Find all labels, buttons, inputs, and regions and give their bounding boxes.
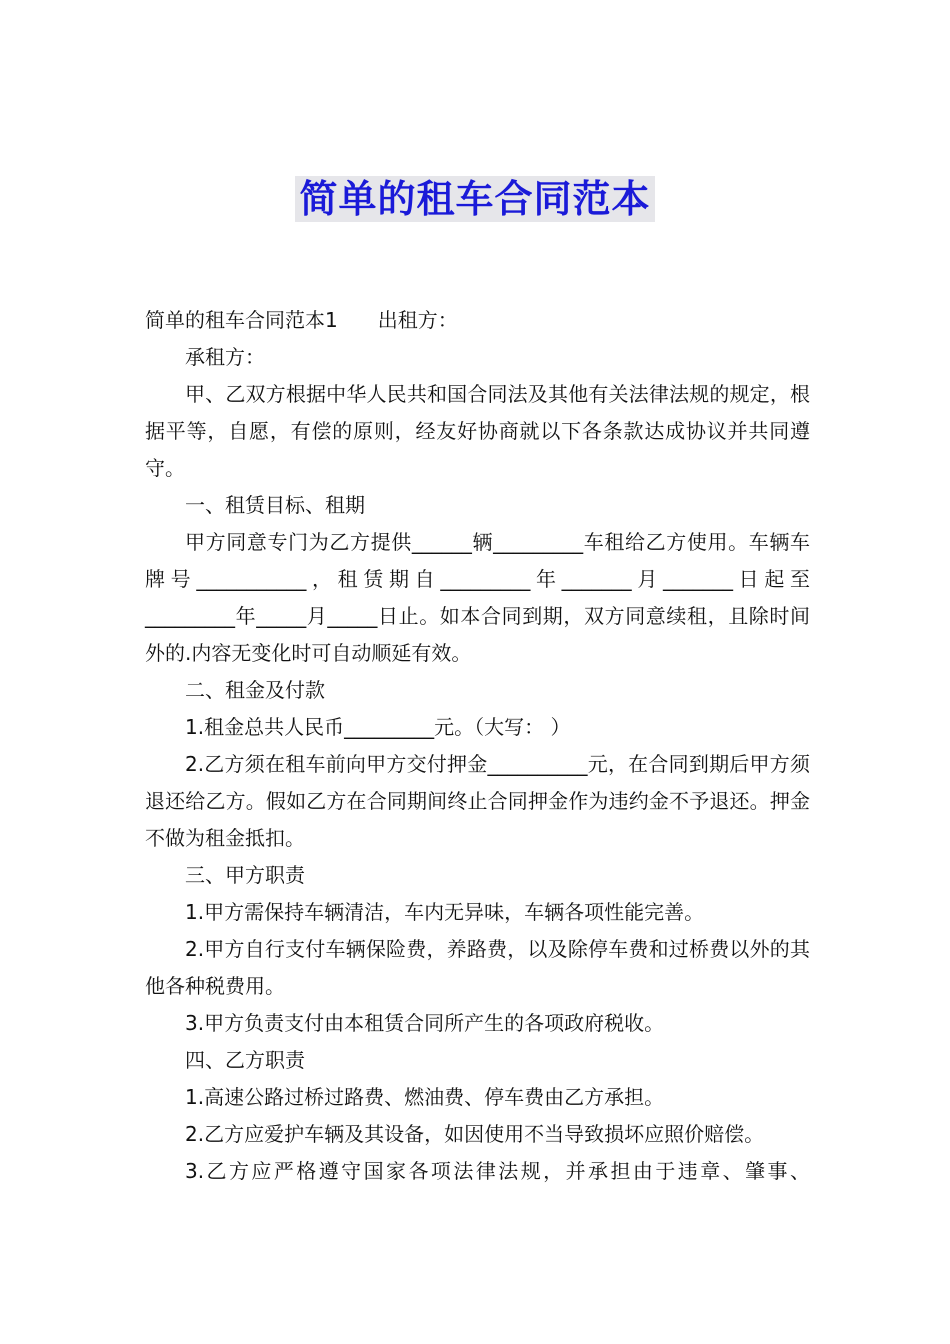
- section-heading-4: 四、乙方职责: [185, 1048, 305, 1072]
- lessee-label: 承租方：: [185, 345, 265, 369]
- contract-number-label: 简单的租车合同范本1: [145, 308, 338, 332]
- paragraph-lessor-duty-1: 1.甲方需保持车辆清洁，车内无异味，车辆各项性能完善。: [185, 900, 705, 924]
- paragraph-heading-line: [145, 302, 810, 339]
- section-heading-3: 三、甲方职责: [185, 863, 305, 887]
- section-heading-1: 一、租赁目标、租期: [185, 493, 365, 517]
- paragraph-lease-term: 甲方同意专门为乙方提供______辆_________车租给乙方使用。车辆车牌号___________，租赁期自_________年_______月_______日起至_________年_____月_____日止。如本合同到期，双方同意续租，且除时间外的.内容无变化时可自动顺延有效。: [145, 530, 810, 665]
- paragraph-preamble: 甲、乙双方根据中华人民共和国合同法及其他有关法律法规的规定，根据平等，自愿，有偿的原则，经友好协商就以下各条款达成协议并共同遵守。: [145, 382, 810, 480]
- section-heading-2: 二、租金及付款: [185, 678, 325, 702]
- paragraph-lessee-duty-2: 2.乙方应爱护车辆及其设备，如因使用不当导致损坏应照价赔偿。: [185, 1122, 765, 1146]
- paragraph-deposit: 2.乙方须在租车前向甲方交付押金__________元，在合同到期后甲方须退还给乙方。假如乙方在合同期间终止合同押金作为违约金不予退还。押金不做为租金抵扣。: [145, 752, 810, 850]
- paragraph-lessor-duty-3: 3.甲方负责支付由本租赁合同所产生的各项政府税收。: [185, 1011, 665, 1035]
- lessor-label: 出租方：: [377, 308, 458, 332]
- paragraph-lessee-duty-1: 1.高速公路过桥过路费、燃油费、停车费由乙方承担。: [185, 1085, 665, 1109]
- paragraph-rent-total: 1.租金总共人民币_________元。（大写： ）: [185, 715, 571, 739]
- document-body: [145, 302, 810, 1190]
- document-title: 简单的租车合同范本: [295, 176, 654, 222]
- paragraph-lessor-duty-2: 2.甲方自行支付车辆保险费，养路费，以及除停车费和过桥费以外的其他各种税费用。: [145, 937, 810, 998]
- title-area: [0, 176, 950, 222]
- paragraph-lessee-duty-3: 3.乙方应严格遵守国家各项法律法规，并承担由于违章、肇事、: [185, 1159, 810, 1183]
